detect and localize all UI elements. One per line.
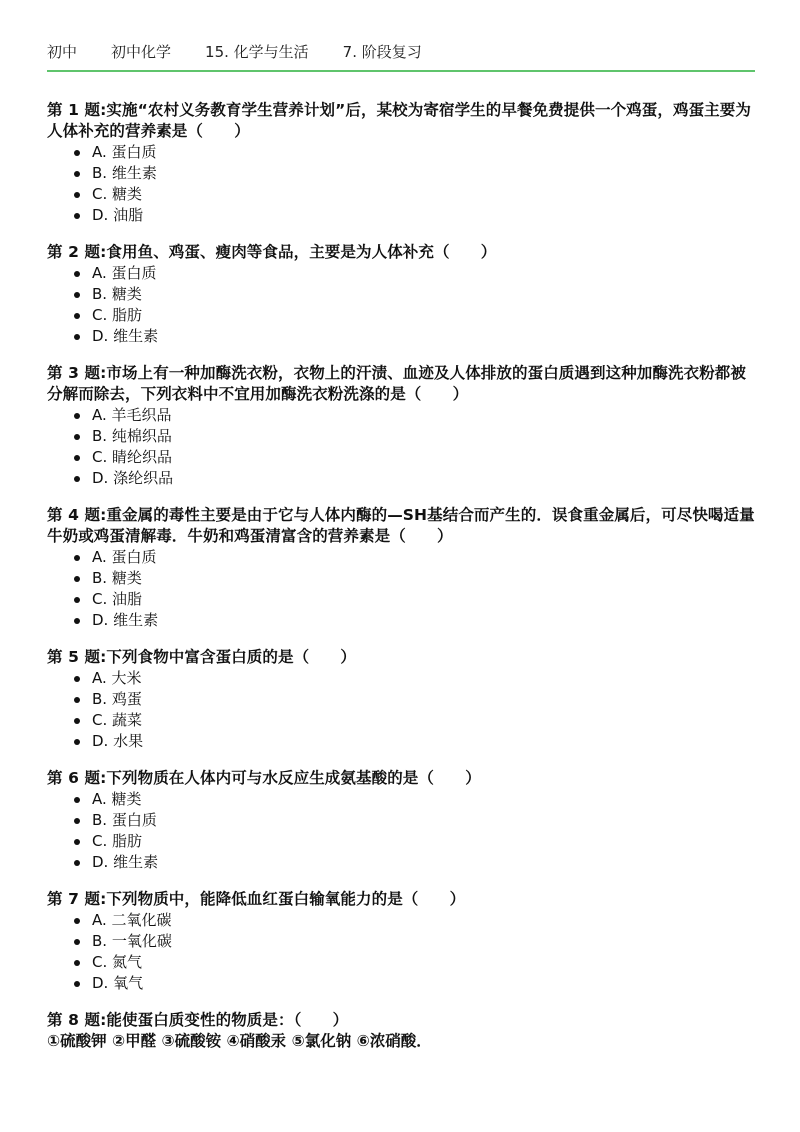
- option-label: D. 维生素: [92, 853, 159, 871]
- option-label: A. 糖类: [92, 790, 142, 808]
- bullet-icon: [74, 455, 80, 461]
- question-text: [47, 1010, 757, 1031]
- option-label: B. 糖类: [92, 285, 142, 303]
- question-stem: 重金属的毒性主要是由于它与人体内酶的—SH基结合而产生的．误食重金属后，可尽快喝适量牛奶或鸡蛋清解毒．牛奶和鸡蛋清富含的营养素是（ ）: [47, 506, 755, 545]
- question-text: [47, 505, 757, 547]
- bullet-icon: [74, 618, 80, 624]
- option-c[interactable]: [74, 184, 757, 205]
- question-number: 第 5 题:: [47, 648, 107, 666]
- option-c[interactable]: [74, 589, 757, 610]
- option-d[interactable]: [74, 205, 757, 226]
- question-number: 第 1 题:: [47, 101, 107, 119]
- question-stem: 食用鱼、鸡蛋、瘦肉等食品，主要是为人体补充（ ）: [106, 243, 497, 261]
- question-substances: ①硫酸钾 ②甲醛 ③硫酸铵 ④硝酸汞 ⑤氯化钠 ⑥浓硝酸．: [47, 1032, 432, 1050]
- option-label: D. 油脂: [92, 206, 144, 224]
- bullet-icon: [74, 939, 80, 945]
- option-c[interactable]: [74, 710, 757, 731]
- option-c[interactable]: [74, 952, 757, 973]
- bullet-icon: [74, 739, 80, 745]
- option-c[interactable]: [74, 305, 757, 326]
- option-label: C. 油脂: [92, 590, 143, 608]
- option-list: [47, 263, 757, 347]
- bullet-icon: [74, 150, 80, 156]
- bullet-icon: [74, 213, 80, 219]
- question-stem: 市场上有一种加酶洗衣粉，衣物上的汗渍、血迹及人体排放的蛋白质遇到这种加酶洗衣粉都被分解而除去，下列衣料中不宜用加酶洗衣粉洗涤的是（ ）: [47, 364, 746, 403]
- option-b[interactable]: [74, 810, 757, 831]
- question-number: 第 8 题:: [47, 1011, 107, 1029]
- option-label: D. 维生素: [92, 327, 159, 345]
- option-label: C. 氮气: [92, 953, 143, 971]
- option-b[interactable]: [74, 568, 757, 589]
- option-a[interactable]: [74, 142, 757, 163]
- option-list: [47, 142, 757, 226]
- option-a[interactable]: [74, 668, 757, 689]
- question-stem: 下列物质中，能降低血红蛋白输氧能力的是（ ）: [106, 890, 466, 908]
- option-label: D. 水果: [92, 732, 144, 750]
- bullet-icon: [74, 476, 80, 482]
- option-c[interactable]: [74, 447, 757, 468]
- option-d[interactable]: [74, 852, 757, 873]
- question-1: [47, 100, 757, 226]
- question-4: [47, 505, 757, 631]
- option-list: [47, 910, 757, 994]
- bullet-icon: [74, 292, 80, 298]
- option-b[interactable]: [74, 931, 757, 952]
- option-a[interactable]: [74, 405, 757, 426]
- option-list: [47, 405, 757, 489]
- question-text: [47, 768, 757, 789]
- question-text: [47, 242, 757, 263]
- option-b[interactable]: [74, 689, 757, 710]
- option-d[interactable]: [74, 731, 757, 752]
- question-8: [47, 1010, 757, 1052]
- breadcrumb: [47, 38, 456, 64]
- bullet-icon: [74, 192, 80, 198]
- question-3: [47, 363, 757, 489]
- option-label: B. 鸡蛋: [92, 690, 142, 708]
- option-label: B. 纯棉织品: [92, 427, 172, 445]
- option-b[interactable]: [74, 426, 757, 447]
- bullet-icon: [74, 597, 80, 603]
- breadcrumb-item-section[interactable]: 7. 阶段复习: [342, 42, 422, 61]
- option-label: D. 氧气: [92, 974, 144, 992]
- option-d[interactable]: [74, 610, 757, 631]
- option-label: C. 脂肪: [92, 832, 143, 850]
- option-b[interactable]: [74, 284, 757, 305]
- option-label: B. 糖类: [92, 569, 142, 587]
- bullet-icon: [74, 171, 80, 177]
- question-number: 第 3 题:: [47, 364, 107, 382]
- question-2: [47, 242, 757, 347]
- question-text: [47, 889, 757, 910]
- question-text: [47, 363, 757, 405]
- bullet-icon: [74, 313, 80, 319]
- option-list: [47, 789, 757, 873]
- option-label: B. 蛋白质: [92, 811, 157, 829]
- question-text: [47, 647, 757, 668]
- option-d[interactable]: [74, 973, 757, 994]
- option-a[interactable]: [74, 263, 757, 284]
- option-list: [47, 547, 757, 631]
- option-label: A. 羊毛织品: [92, 406, 172, 424]
- option-label: B. 一氧化碳: [92, 932, 172, 950]
- option-d[interactable]: [74, 326, 757, 347]
- bullet-icon: [74, 576, 80, 582]
- question-number: 第 7 题:: [47, 890, 107, 908]
- option-a[interactable]: [74, 910, 757, 931]
- question-number: 第 6 题:: [47, 769, 107, 787]
- option-a[interactable]: [74, 547, 757, 568]
- option-label: C. 蔬菜: [92, 711, 143, 729]
- option-label: C. 脂肪: [92, 306, 143, 324]
- question-number: 第 4 题:: [47, 506, 107, 524]
- question-7: [47, 889, 757, 994]
- breadcrumb-item-subject[interactable]: 初中化学: [111, 42, 172, 61]
- header-divider: [47, 70, 755, 72]
- bullet-icon: [74, 918, 80, 924]
- option-b[interactable]: [74, 163, 757, 184]
- question-number: 第 2 题:: [47, 243, 107, 261]
- bullet-icon: [74, 334, 80, 340]
- question-stem: 下列食物中富含蛋白质的是（ ）: [106, 648, 356, 666]
- bullet-icon: [74, 697, 80, 703]
- option-a[interactable]: [74, 789, 757, 810]
- option-d[interactable]: [74, 468, 757, 489]
- bullet-icon: [74, 860, 80, 866]
- bullet-icon: [74, 818, 80, 824]
- bullet-icon: [74, 413, 80, 419]
- question-6: [47, 768, 757, 873]
- question-stem: 下列物质在人体内可与水反应生成氨基酸的是（ ）: [106, 769, 481, 787]
- bullet-icon: [74, 718, 80, 724]
- option-label: A. 蛋白质: [92, 143, 157, 161]
- option-label: D. 涤纶织品: [92, 469, 174, 487]
- option-label: A. 二氧化碳: [92, 911, 172, 929]
- breadcrumb-item-level[interactable]: 初中: [47, 42, 78, 61]
- option-label: A. 蛋白质: [92, 548, 157, 566]
- option-label: C. 睛纶织品: [92, 448, 173, 466]
- option-list: [47, 668, 757, 752]
- question-list: [47, 100, 757, 1068]
- option-label: A. 大米: [92, 669, 142, 687]
- bullet-icon: [74, 797, 80, 803]
- bullet-icon: [74, 271, 80, 277]
- option-label: A. 蛋白质: [92, 264, 157, 282]
- option-label: C. 糖类: [92, 185, 143, 203]
- question-stem: 能使蛋白质变性的物质是：（ ）: [106, 1011, 349, 1029]
- bullet-icon: [74, 839, 80, 845]
- bullet-icon: [74, 960, 80, 966]
- bullet-icon: [74, 555, 80, 561]
- question-text: [47, 100, 757, 142]
- bullet-icon: [74, 981, 80, 987]
- question-stem: 实施“农村义务教育学生营养计划”后，某校为寄宿学生的早餐免费提供一个鸡蛋，鸡蛋主要为人体补充的营养素是（ ）: [47, 101, 751, 140]
- question-5: [47, 647, 757, 752]
- option-label: B. 维生素: [92, 164, 157, 182]
- option-c[interactable]: [74, 831, 757, 852]
- bullet-icon: [74, 434, 80, 440]
- option-label: D. 维生素: [92, 611, 159, 629]
- breadcrumb-item-chapter[interactable]: 15. 化学与生活: [205, 42, 309, 61]
- bullet-icon: [74, 676, 80, 682]
